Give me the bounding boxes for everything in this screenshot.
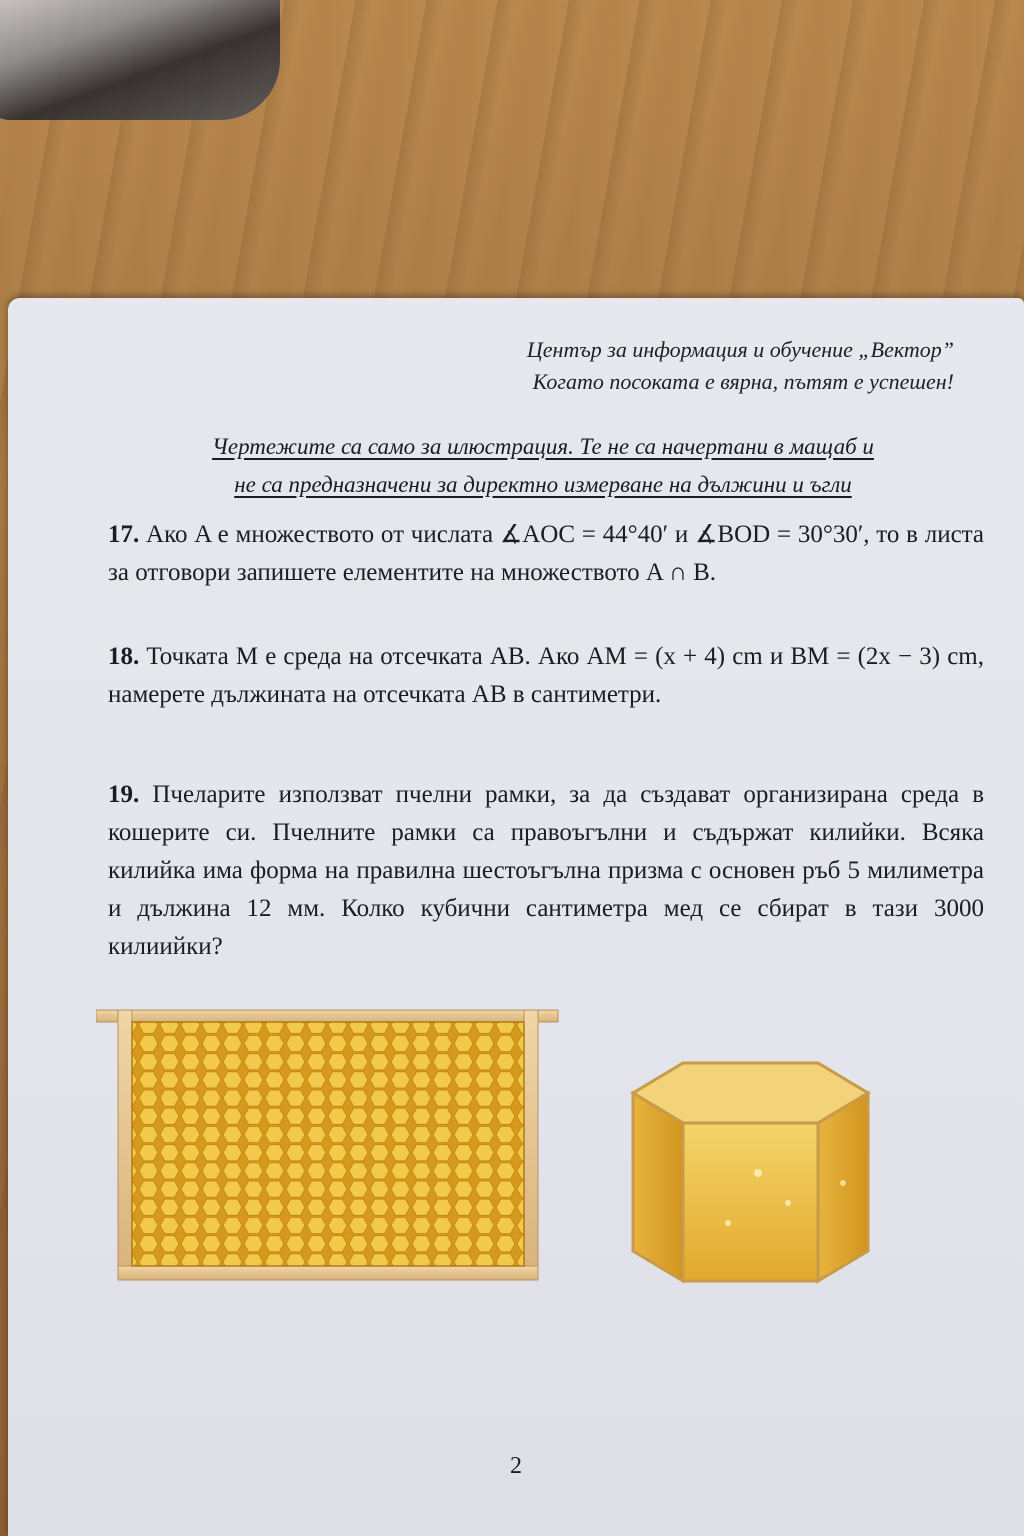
- illustration-notice: [108, 428, 978, 504]
- problem-text: Пчеларите използват пчелни рамки, за да създават организирана среда в кошерите си. Пчелните рамки са правоъгълни и съдържат килийки. Всяка килийка има форма на правилна шестоъгълна призма с основен ръб 5 милиметра и дължина 12 мм. Колко кубични сантиметра мед се сбират в тази 3000 килиийки?: [108, 781, 984, 960]
- notice-line-1: Чертежите са само за илюстрация. Те не са начертани в мащаб и: [212, 434, 874, 459]
- notice-line-2: не са предназначени за директно измерване на дължини и ъгли: [234, 472, 852, 497]
- problem-19: [108, 776, 984, 966]
- plastic-bag: [0, 0, 280, 120]
- problem-17: [108, 516, 984, 592]
- hexagonal-prism-icon: [628, 1053, 878, 1293]
- problem-18: [108, 638, 984, 714]
- problem-number: 17.: [108, 521, 140, 548]
- problem-text: Точката M е среда на отсечката AB. Ако AM = (x + 4) cm и BM = (2x − 3) cm, намерете дължината на отсечката AB в сантиметри.: [108, 643, 984, 708]
- header-motto: Когато посоката е вярна, пътят е успешен!: [532, 369, 954, 394]
- honeycomb-frame-icon: [96, 998, 566, 1288]
- page-header: [527, 334, 954, 398]
- header-organization: Център за информация и обучение „Вектор”: [526, 337, 954, 362]
- problem-number: 19.: [108, 781, 140, 808]
- page-number: 2: [510, 1453, 522, 1479]
- problem-text: Ако A е множеството от числата ∡AOC = 44°40′ и ∡BOD = 30°30′, то в листа за отговори запишете елементите на множеството A ∩ B.: [108, 521, 984, 586]
- problem-number: 18.: [108, 643, 140, 670]
- workbook-page: [8, 298, 1024, 1536]
